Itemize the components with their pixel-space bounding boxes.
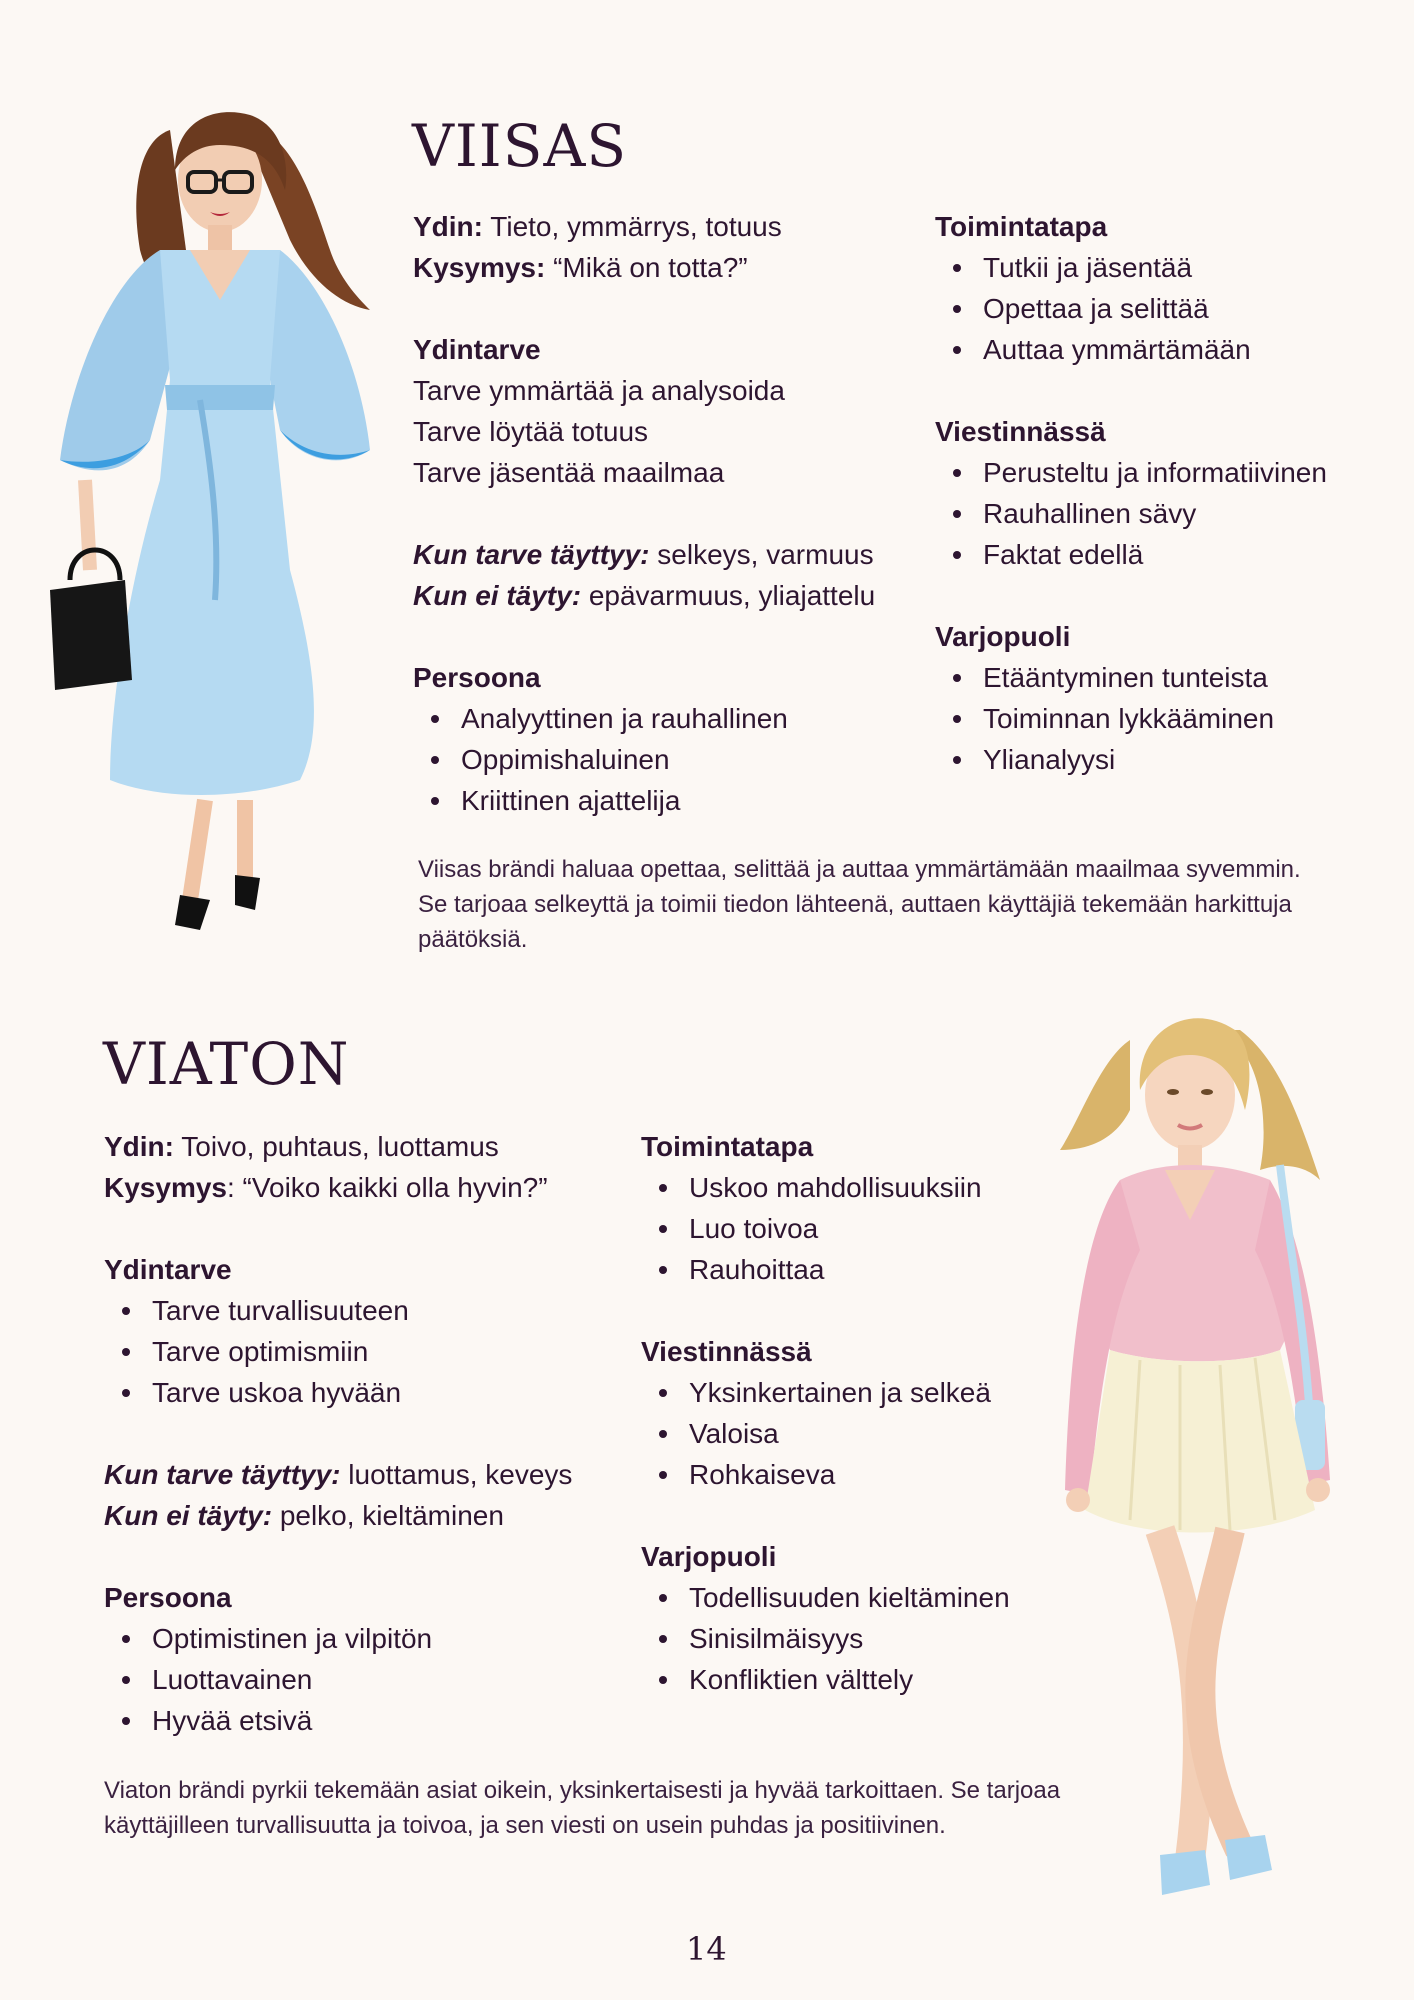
list-item: Opettaa ja selittää (935, 288, 1375, 329)
sage-fulfilled-line (413, 534, 913, 575)
sage-core-value: Tieto, ymmärrys, totuus (490, 211, 782, 242)
list-item: Tarve optimismiin (104, 1331, 624, 1372)
sage-title: VIISAS (412, 112, 628, 180)
innocent-communication-list (641, 1372, 1061, 1495)
innocent-right-column (641, 1126, 1061, 1700)
sage-question-line (413, 247, 913, 288)
innocent-mode-list (641, 1167, 1061, 1290)
sage-core-need-line: Tarve löytää totuus (413, 416, 649, 447)
list-item: Tutkii ja jäsentää (935, 247, 1375, 288)
innocent-communication-heading: Viestinnässä (641, 1336, 812, 1367)
sage-summary: Viisas brändi haluaa opettaa, selittää ja auttaa ymmärtämään maailmaa syvemmin. Se tarjoaa selkeyttä ja toimii tiedon lähteenä, auttaen käyttäjiä tekemään harkittuja päätöksiä. (418, 856, 1301, 953)
list-item: Auttaa ymmärtämään (935, 329, 1375, 370)
sage-unfulfilled-line (413, 575, 913, 616)
sage-shadow-list (935, 657, 1375, 780)
innocent-fulfilled-label: Kun tarve täyttyy: (104, 1459, 341, 1490)
innocent-mode-heading: Toimintatapa (641, 1131, 814, 1162)
innocent-core-value: Toivo, puhtaus, luottamus (181, 1131, 499, 1162)
innocent-unfulfilled-label: Kun ei täyty: (104, 1500, 273, 1531)
list-item: Tarve turvallisuuteen (104, 1290, 624, 1331)
innocent-core-line (104, 1126, 624, 1167)
innocent-core-label: Ydin: (104, 1131, 174, 1162)
list-item: Etääntyminen tunteista (935, 657, 1375, 698)
sage-unfulfilled-value: epävarmuus, yliajattelu (588, 580, 876, 611)
sage-persona-list (413, 698, 913, 821)
innocent-fulfilled-line (104, 1454, 624, 1495)
list-item: Tarve uskoa hyvään (104, 1372, 624, 1413)
sage-left-column (413, 206, 913, 821)
page-number: 14 (686, 1930, 727, 1968)
innocent-core-need-heading: Ydintarve (104, 1254, 232, 1285)
innocent-fulfilled-value: luottamus, keveys (348, 1459, 573, 1490)
sage-communication-list (935, 452, 1375, 575)
sage-core-need-heading: Ydintarve (413, 334, 541, 365)
innocent-left-column (104, 1126, 624, 1741)
sage-mode-list (935, 247, 1375, 370)
innocent-shadow-heading: Varjopuoli (641, 1541, 777, 1572)
list-item: Konfliktien välttely (641, 1659, 1061, 1700)
list-item: Sinisilmäisyys (641, 1618, 1061, 1659)
list-item: Valoisa (641, 1413, 1061, 1454)
list-item: Hyvää etsivä (104, 1700, 624, 1741)
list-item: Kriittinen ajattelija (413, 780, 913, 821)
list-item: Yksinkertainen ja selkeä (641, 1372, 1061, 1413)
sage-fulfilled-label: Kun tarve täyttyy: (413, 539, 650, 570)
sage-question-label: Kysymys: (413, 252, 546, 283)
list-item: Optimistinen ja vilpitön (104, 1618, 624, 1659)
list-item: Todellisuuden kieltäminen (641, 1577, 1061, 1618)
sage-woman-illustration (40, 100, 380, 940)
list-item: Uskoo mahdollisuuksiin (641, 1167, 1061, 1208)
list-item: Rauhallinen sävy (935, 493, 1375, 534)
list-item: Analyyttinen ja rauhallinen (413, 698, 913, 739)
list-item: Toiminnan lykkääminen (935, 698, 1375, 739)
innocent-question-line (104, 1167, 624, 1208)
sage-core-need-line: Tarve ymmärtää ja analysoida (413, 375, 785, 406)
list-item: Rohkaiseva (641, 1454, 1061, 1495)
innocent-question-value: : “Voiko kaikki olla hyvin?” (226, 1172, 548, 1203)
innocent-shadow-list (641, 1577, 1061, 1700)
innocent-persona-list (104, 1618, 624, 1741)
sage-unfulfilled-label: Kun ei täyty: (413, 580, 582, 611)
innocent-question-label: Kysymys (104, 1172, 227, 1203)
sage-fulfilled-value: selkeys, varmuus (657, 539, 874, 570)
sage-shadow-heading: Varjopuoli (935, 621, 1071, 652)
innocent-unfulfilled-line (104, 1495, 624, 1536)
sage-right-column (935, 206, 1375, 780)
innocent-unfulfilled-value: pelko, kieltäminen (279, 1500, 504, 1531)
sage-communication-heading: Viestinnässä (935, 416, 1106, 447)
sage-core-line (413, 206, 913, 247)
sage-core-need-line: Tarve jäsentää maailmaa (413, 457, 725, 488)
innocent-title: VIATON (103, 1030, 350, 1098)
list-item: Ylianalyysi (935, 739, 1375, 780)
innocent-summary: Viaton brändi pyrkii tekemään asiat oikein, yksinkertaisesti ja hyvää tarkoittaen. Se tarjoaa käyttäjilleen turvallisuutta ja toivoa, ja sen viesti on usein puhdas ja positiivinen. (104, 1777, 1061, 1839)
list-item: Oppimishaluinen (413, 739, 913, 780)
innocent-woman-illustration (1040, 1000, 1360, 1925)
list-item: Luottavainen (104, 1659, 624, 1700)
sage-question-value: “Mikä on totta?” (553, 252, 748, 283)
innocent-core-need-list (104, 1290, 624, 1413)
list-item: Luo toivoa (641, 1208, 1061, 1249)
sage-persona-heading: Persoona (413, 662, 541, 693)
sage-core-label: Ydin: (413, 211, 483, 242)
list-item: Perusteltu ja informatiivinen (935, 452, 1375, 493)
list-item: Faktat edellä (935, 534, 1375, 575)
sage-mode-heading: Toimintatapa (935, 211, 1108, 242)
list-item: Rauhoittaa (641, 1249, 1061, 1290)
innocent-persona-heading: Persoona (104, 1582, 232, 1613)
